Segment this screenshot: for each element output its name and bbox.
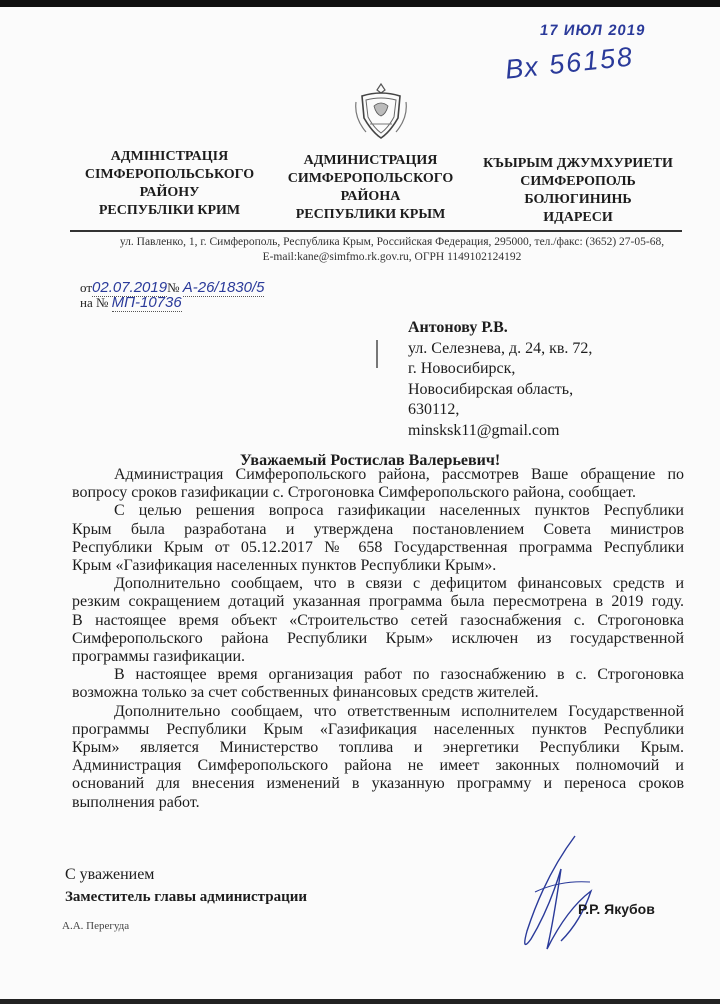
signer-position: Заместитель главы администрации bbox=[65, 889, 308, 905]
header-russian-line: АДМИНИСТРАЦИЯ bbox=[303, 153, 438, 168]
incoming-number-handwritten: Вх 56158 bbox=[503, 41, 636, 85]
body-line: Администрация Симферопольского района, рассмотрев Ваше обращение по bbox=[114, 466, 684, 483]
body-line: Симферопольского района Республики Крым» исключен из государственной bbox=[72, 629, 684, 647]
letter-body bbox=[72, 466, 684, 812]
header-russian bbox=[268, 152, 473, 224]
body-line: возможна только за счет собственных финансовых средств жителей. bbox=[72, 684, 539, 702]
header-ukrainian-line: РЕСПУБЛІКИ КРИМ bbox=[98, 203, 241, 218]
body-line: Республики Крым от 05.12.2017 № 658 Государственная программа Республики bbox=[72, 538, 684, 556]
header-russian-line: СИМФЕРОПОЛЬСКОГО bbox=[287, 171, 454, 186]
scan-bottom-edge bbox=[0, 999, 720, 1004]
header-ukrainian-line: РАЙОНУ bbox=[139, 185, 200, 200]
recipient-bracket bbox=[376, 340, 378, 368]
closing-regards: С уважением bbox=[65, 866, 155, 883]
header-crimean-tatar-line: БОЛЮГИНИНЬ bbox=[524, 192, 632, 207]
header-crimean-tatar-line: КЪЫРЫМ ДЖУМХУРИЕТИ bbox=[483, 156, 673, 171]
body-line: В настоящее время организация работ по газоснабжению в с. Строгоновка bbox=[114, 666, 684, 684]
crimea-coat-of-arms-icon bbox=[352, 82, 410, 142]
body-line: В настоящее время объект «Строительство сетей газоснабжения с. Строгоновка bbox=[72, 611, 684, 629]
body-line: Дополнительно сообщаем, что ответственным исполнителем Государственной bbox=[114, 702, 684, 720]
received-date-stamp: 17 ИЮЛ 2019 bbox=[538, 22, 647, 39]
body-line: Крым «Газификация населенных пунктов Республики Крым». bbox=[72, 557, 497, 575]
body-line: Администрация Симферопольского района не имеет законных полномочий и bbox=[72, 757, 684, 775]
from-label: от bbox=[80, 280, 93, 295]
body-line: Дополнительно сообщаем, что в связи с дефицитом финансовых средств и bbox=[114, 575, 684, 593]
header-crimean-tatar bbox=[478, 155, 678, 227]
reply-number: МП-10736 bbox=[111, 294, 182, 311]
body-line: Крым была разработана и утверждена постановлением Совета министров bbox=[72, 520, 684, 538]
address-line: ул. Павленко, 1, г. Симферополь, Республика Крым, Российская Федерация, 295000, тел./факс: (3652) 27-05-68, bbox=[119, 236, 665, 248]
executor-name: А.А. Перегуда bbox=[62, 920, 130, 932]
reply-label: на № bbox=[80, 295, 109, 310]
recipient-address-line: г. Новосибирск, bbox=[408, 360, 516, 377]
header-russian-line: РАЙОНА bbox=[340, 189, 401, 204]
outgoing-date: 02.07.2019 bbox=[92, 279, 168, 296]
signer-name: Р.Р. Якубов bbox=[578, 901, 655, 917]
recipient-block bbox=[408, 318, 592, 441]
header-divider bbox=[70, 230, 682, 232]
greeting: Уважаемый Ростислав Валерьевич! bbox=[240, 452, 501, 469]
header-ukrainian bbox=[72, 148, 267, 220]
header-crimean-tatar-line: СИМФЕРОПОЛЬ bbox=[520, 174, 636, 189]
recipient-email: minsksk11@gmail.com bbox=[408, 421, 560, 439]
body-line: резким сокращением дотаций указанная программа была пересмотрена в 2019 году. bbox=[72, 593, 684, 611]
reply-reference bbox=[80, 294, 182, 312]
body-line: программы газификации. bbox=[72, 648, 246, 666]
header-ukrainian-line: АДМІНІСТРАЦІЯ bbox=[110, 149, 229, 164]
recipient-address-line: 630112, bbox=[408, 401, 460, 418]
header-crimean-tatar-line: ИДАРЕСИ bbox=[543, 210, 613, 225]
contact-line: E-mail:kane@simfmo.rk.gov.ru, ОГРН 1149102124192 bbox=[262, 251, 522, 263]
body-line: С целью решения вопроса газификации населенных пунктов Республики bbox=[114, 502, 684, 520]
recipient-address-line: Новосибирская область, bbox=[408, 380, 574, 398]
body-line: вопросу сроков газификации с. Строгоновка Симферопольского района, сообщает. bbox=[72, 484, 636, 502]
body-line: оснований для внесения изменений в указанную программу и переноса сроков bbox=[72, 775, 684, 793]
body-line: Крым» является Министерство топлива и энергетики Республики Крым. bbox=[72, 739, 684, 757]
outgoing-number: А-26/1830/5 bbox=[182, 279, 265, 296]
recipient-name: Антонову Р.В. bbox=[408, 319, 508, 336]
header-ukrainian-line: СІМФЕРОПОЛЬСЬКОГО bbox=[84, 167, 255, 182]
body-line: программы Республики Крым «Газификация населенных пунктов Республики bbox=[72, 720, 684, 738]
recipient-address-line: ул. Селезнева, д. 24, кв. 72, bbox=[408, 339, 593, 357]
number-label: № bbox=[167, 280, 180, 295]
scan-top-edge bbox=[0, 0, 720, 7]
body-line: выполнения работ. bbox=[72, 793, 200, 811]
header-russian-line: РЕСПУБЛИКИ КРЫМ bbox=[295, 207, 446, 222]
